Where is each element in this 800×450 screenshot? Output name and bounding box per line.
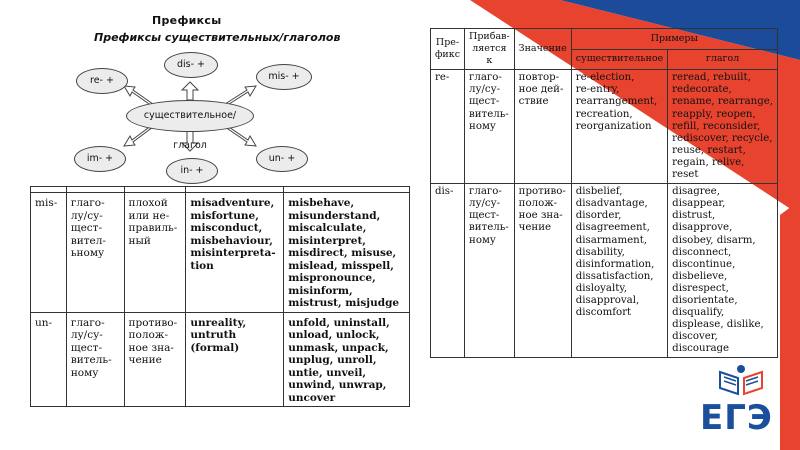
noun-example: disinformation, <box>575 258 655 270</box>
verb-example: unfold, uninstall, <box>288 316 390 329</box>
verbs-cell <box>284 312 410 407</box>
meaning-cell <box>514 70 571 184</box>
attach-line: лу/су- <box>70 209 103 222</box>
noun-example: disability, <box>575 246 625 258</box>
attach-line: щест- <box>469 210 500 222</box>
prefix-label: re- <box>435 72 450 84</box>
prefix-label: mis- <box>35 197 58 209</box>
verb-example: untie, unveil, <box>288 366 366 379</box>
verb-example: unplug, unroll, <box>288 354 377 366</box>
verbs-cell <box>668 70 778 184</box>
verb-example: rename, rearrange, <box>672 96 774 108</box>
verb-example: disorientate, <box>672 294 738 306</box>
node-mis-label: mis- + <box>268 71 300 82</box>
attach-line: ному <box>70 366 99 379</box>
meaning-cell <box>124 193 186 313</box>
header-attach-line: Прибав- <box>469 31 510 42</box>
attach-line: витель- <box>469 108 509 120</box>
verb-example: reapply, reopen, <box>672 108 756 120</box>
node-center-label: существительное/глагол <box>143 110 237 151</box>
verb-example: misinform, <box>288 284 353 297</box>
meaning-line: чение <box>128 354 162 366</box>
prefix-diagram <box>60 8 380 186</box>
meaning-line: ное зна- <box>128 341 174 354</box>
node-dis-label: dis- + <box>176 59 206 70</box>
attach-line: витель- <box>469 222 509 234</box>
table-row-dis <box>431 184 778 358</box>
noun-example: misconduct, <box>190 222 263 234</box>
logo-head-icon <box>737 365 745 373</box>
attach-cell <box>66 193 124 313</box>
attach-line: щест- <box>70 341 103 354</box>
verbs-cell <box>284 193 410 313</box>
table-row-re <box>431 70 778 184</box>
attach-cell <box>465 184 515 358</box>
verb-example: disappear, <box>672 198 726 210</box>
header-meaning: Значение <box>514 29 571 70</box>
attach-line: вител- <box>70 234 106 247</box>
prefix-cell <box>431 184 465 358</box>
verb-example: refill, reconsider, <box>672 120 761 132</box>
noun-example: misbehaviour, <box>190 234 273 247</box>
verb-example: unmask, unpack, <box>288 341 389 354</box>
verb-example: misdirect, misuse, <box>288 247 397 259</box>
attach-line: лу/су- <box>469 84 501 96</box>
verb-example: discover, <box>672 331 718 343</box>
meaning-line: противо- <box>128 316 178 329</box>
table-row-mis <box>31 193 410 313</box>
verb-example: mistrust, misjudge <box>288 297 400 309</box>
verb-example: distrust, <box>672 210 716 222</box>
verb-example: regain, relive, <box>672 156 745 168</box>
node-center <box>126 100 254 151</box>
attach-line: глаго- <box>469 72 502 84</box>
noun-example: discomfort <box>575 307 632 319</box>
node-in-label: in- + <box>180 165 204 176</box>
prefix-label: dis- <box>435 186 454 198</box>
noun-example: untruth <box>190 329 237 341</box>
header-noun: существительное <box>571 49 667 70</box>
meaning-line: полож- <box>128 329 169 341</box>
node-mis <box>256 64 312 90</box>
verb-example: misinterpret, <box>288 234 366 247</box>
ege-logo-icon <box>716 364 766 398</box>
noun-example: disorder, <box>575 210 622 222</box>
meaning-line: правиль- <box>128 222 178 234</box>
meaning-line: чение <box>518 222 552 234</box>
node-un-label: un- + <box>268 153 296 164</box>
verb-example: disqualify, <box>672 307 725 319</box>
header-prefix <box>431 29 465 70</box>
meaning-line: ное зна- <box>518 210 563 222</box>
prefix-cell <box>31 312 67 407</box>
noun-example: recreation, <box>575 108 633 120</box>
node-re <box>76 68 128 94</box>
attach-cell <box>66 312 124 407</box>
node-im <box>74 146 126 172</box>
node-re-label: re- + <box>90 75 114 86</box>
prefix-cell <box>431 70 465 184</box>
attach-line: щест- <box>70 222 103 234</box>
node-un <box>256 146 308 172</box>
noun-example: unreality, <box>190 316 247 329</box>
verb-example: rediscover, recycle, <box>672 132 773 144</box>
verb-example: misunderstand, <box>288 209 381 222</box>
meaning-line: противо- <box>518 186 566 198</box>
verb-example: redecorate, <box>672 84 732 96</box>
verb-example: discourage <box>672 343 730 355</box>
node-dis <box>164 52 218 78</box>
header-attach <box>465 29 515 70</box>
right-red-shape <box>780 200 800 450</box>
verb-example: reset <box>672 169 699 181</box>
verb-example: disrespect, <box>672 282 729 294</box>
header-attach-line: ляется к <box>472 43 507 67</box>
attach-line: ному <box>469 120 496 132</box>
nouns-cell <box>186 312 284 407</box>
verb-example: unwind, unwrap, <box>288 379 387 391</box>
noun-example: disbelief, <box>575 186 623 198</box>
diagram-title: Префиксы <box>152 14 222 27</box>
nouns-cell <box>571 70 667 184</box>
noun-example: re-election, <box>575 72 635 84</box>
attach-line: глаго- <box>70 197 105 209</box>
prefix-cell <box>31 193 67 313</box>
attach-line: витель- <box>70 354 112 366</box>
header-prefix-line: фикс <box>435 49 461 61</box>
node-in <box>166 158 218 184</box>
nouns-cell <box>571 184 667 358</box>
verb-example: disconnect, <box>672 246 732 258</box>
noun-example: re-entry, <box>575 84 620 96</box>
meaning-line: ное дей- <box>518 84 564 96</box>
attach-line: ьному <box>70 247 105 259</box>
noun-example: misfortune, <box>190 209 259 222</box>
left-prefix-table <box>30 186 410 407</box>
noun-example: (formal) <box>190 341 240 354</box>
attach-line: лу/су- <box>469 198 501 210</box>
meaning-cell <box>514 184 571 358</box>
table-row-un <box>31 312 410 407</box>
meaning-line: ный <box>128 234 151 247</box>
attach-line: ному <box>469 234 496 246</box>
verb-example: discontinue, <box>672 258 736 270</box>
noun-example: reorganization <box>575 120 652 132</box>
verb-example: uncover <box>288 391 336 404</box>
meaning-line: плохой <box>128 197 168 209</box>
header-prefix-line: Пре- <box>435 37 460 49</box>
attach-line: глаго- <box>70 316 105 329</box>
noun-example: tion <box>190 259 214 272</box>
verb-example: disapprove, <box>672 222 733 234</box>
node-im-label: im- + <box>86 153 114 164</box>
noun-example: disapproval, <box>575 294 640 306</box>
attach-line: лу/су- <box>70 329 103 341</box>
logo-stripes-icon <box>724 377 758 385</box>
attach-line: щест- <box>469 96 500 108</box>
noun-example: disloyalty, <box>575 282 628 294</box>
right-prefix-table <box>430 28 778 358</box>
noun-example: dissatisfaction, <box>575 270 654 282</box>
meaning-cell <box>124 312 186 407</box>
verb-example: disagree, <box>672 186 720 198</box>
meaning-line: или не- <box>128 209 170 222</box>
diagram-subtitle: Префиксы существительных/глаголов <box>94 31 341 44</box>
meaning-line: полож- <box>518 198 558 210</box>
verb-example: reuse, restart, <box>672 144 746 156</box>
verb-example: miscalculate, <box>288 222 367 234</box>
noun-example: misadventure, <box>190 197 275 209</box>
header-verb: глагол <box>668 49 778 70</box>
verb-example: misbehave, <box>288 197 355 209</box>
attach-line: глаго- <box>469 186 502 198</box>
ege-logo-text: ЕГЭ <box>700 398 773 438</box>
meaning-line: ствие <box>518 96 549 108</box>
noun-example: rearrangement, <box>575 96 658 108</box>
noun-example: disagreement, <box>575 222 650 234</box>
header-examples: Примеры <box>571 29 777 50</box>
prefix-label: un- <box>35 316 53 329</box>
verb-example: disobey, disarm, <box>672 234 756 246</box>
verbs-cell <box>668 184 778 358</box>
meaning-line: повтор- <box>518 72 560 84</box>
verb-example: reread, rebuilt, <box>672 72 751 84</box>
header-row <box>431 29 778 50</box>
noun-example: disadvantage, <box>575 198 648 210</box>
verb-example: mislead, misspell, <box>288 259 394 272</box>
noun-example: misinterpreta- <box>190 247 276 259</box>
verb-example: mispronounce, <box>288 272 376 284</box>
verb-example: displease, dislike, <box>672 319 764 331</box>
nouns-cell <box>186 193 284 313</box>
attach-cell <box>465 70 515 184</box>
verb-example: disbelieve, <box>672 270 728 282</box>
verb-example: unload, unlock, <box>288 329 380 341</box>
noun-example: disarmament, <box>575 234 648 246</box>
